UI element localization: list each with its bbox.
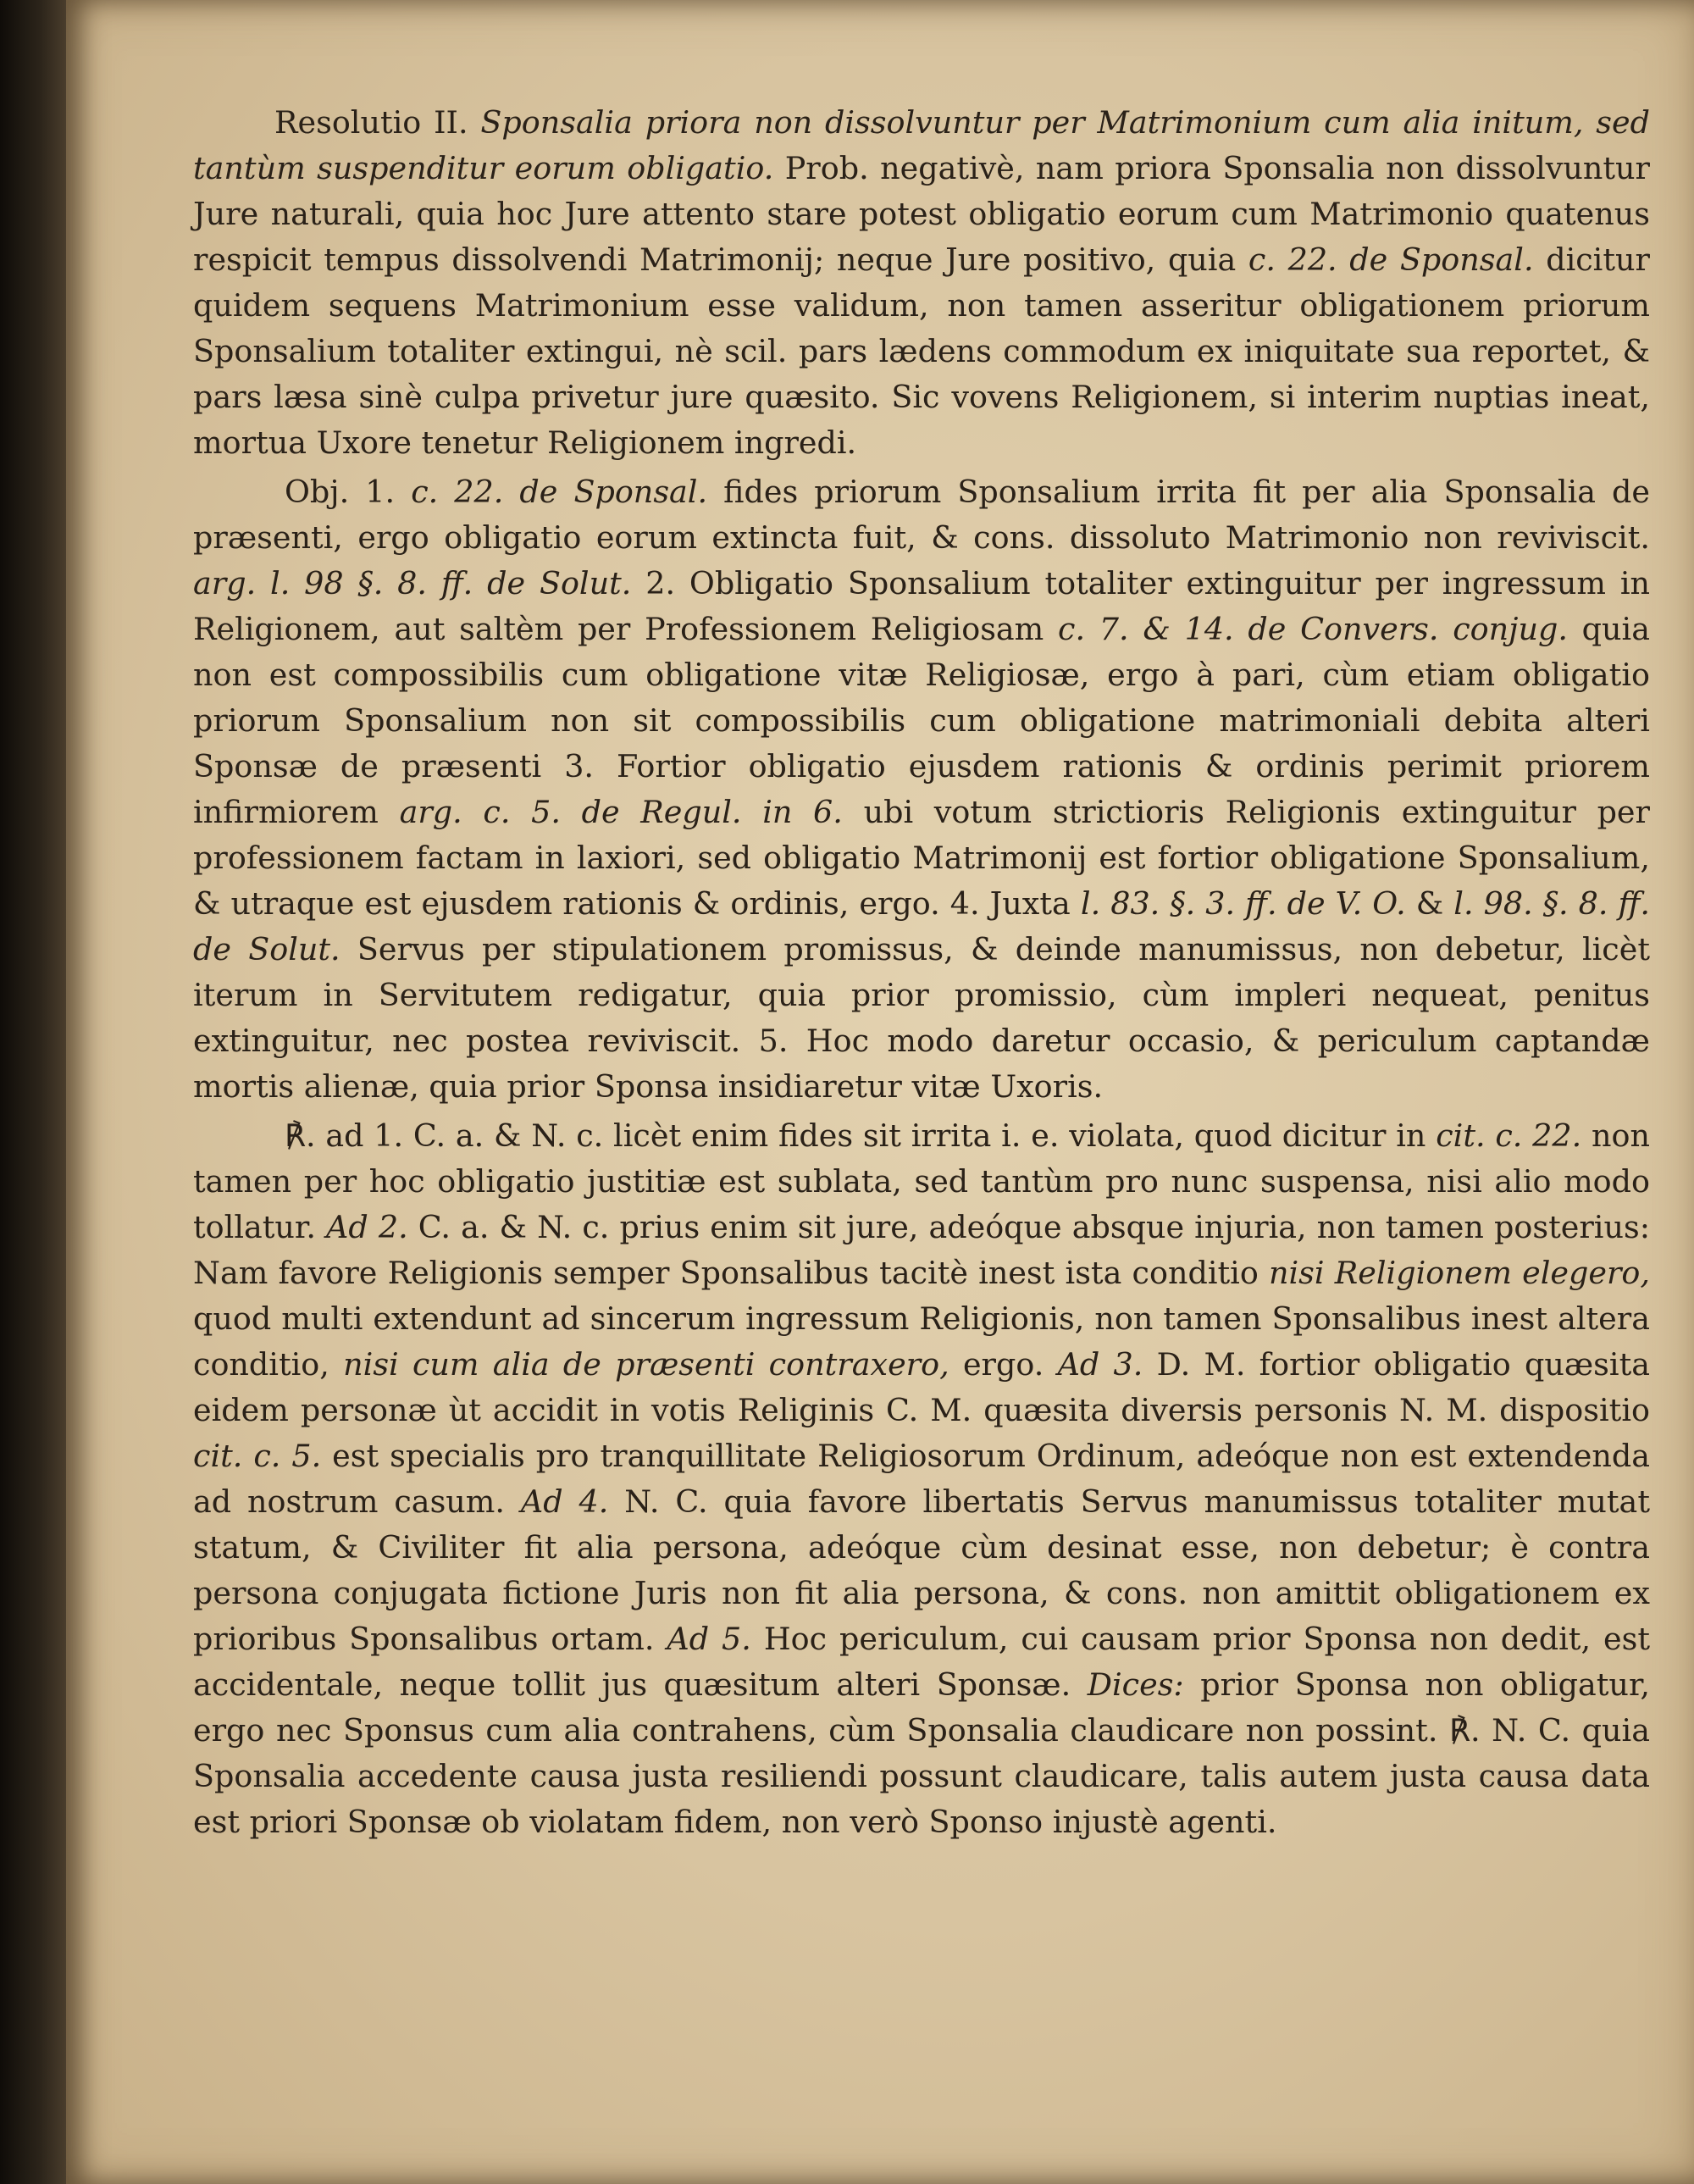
resolutio-body-b: dicitur quidem sequens Matrimonium esse validum, non tamen asseritur obligationem priorum Sponsalium totaliter extingui, nè scil. pars lædens commodum ex iniquitate sua reportet, & pars læsa sinè culpa privetur jure quæsito. Sic vovens Religionem, si interim nuptias ineat, mortua Uxore tenetur Religionem ingredi. [193,241,1650,461]
ad-marker: Ad 3. [1057,1346,1143,1383]
resp-text: non tamen per hoc obligatio justitiæ est sublata, sed tantùm pro nunc suspensa, nisi alio modo tollatur. [193,1117,1650,1245]
resp-text: ergo. [949,1346,1058,1383]
resp-text: N. C. quia favore libertatis Servus manumissus totaliter mutat statum, & Civiliter fit alia persona, adeóque cùm desinat esse, non debetur; è contra persona conjugata fictione Juris non fit alia persona, & cons. non amittit obligationem ex prioribus Sponsalibus ortam. [193,1483,1650,1657]
condition-italic: nisi cum alia de præsenti contraxero, [343,1346,949,1383]
resp-text: quod multi extendunt ad sincerum ingressum Religionis, non tamen Sponsalibus inest altera conditio, [193,1300,1650,1383]
condition-italic: nisi Religionem elegero, [1269,1255,1650,1291]
dices-marker: Dices: [1087,1666,1184,1703]
obj-text: 2. Obligatio Sponsalium totaliter extinguitur per ingressum in Religionem, aut saltèm per Professionem Religiosam [193,565,1651,647]
citation: l. 83. §. 3. ff. de V. O. [1080,885,1406,922]
resolutio-lead: Resolutio II. [274,104,468,141]
paragraph-resolutio [193,100,1650,466]
citation: arg. l. 98 §. 8. ff. de Solut. [193,565,632,601]
resolutio-thesis: Sponsalia priora non dissolvuntur per Matrimonium cum alia initum, sed tantùm suspenditur eorum obligatio. [193,104,1650,186]
obj-text: ubi votum strictioris Religionis extinguitur per professionem factam in laxiori, sed obligatio Matrimonij est fortior obligatione Sponsalium, & utraque est ejusdem rationis & ordinis, ergo. 4. Juxta [193,794,1650,922]
obj-text: Obj. 1. [285,474,412,510]
citation: c. 7. & 14. de Convers. conjug. [1058,611,1568,647]
obj-text: quia non est compossibilis cum obligatione vitæ Religiosæ, ergo à pari, cùm etiam obligatio priorum Sponsalium non sit compossibilis cum obligatione matrimoniali debita alteri Sponsæ de præsenti 3. Fortior obligatio ejusdem rationis & ordinis perimit priorem infirmiorem [193,611,1650,830]
obj-text: & [1405,885,1454,922]
paragraph-objectiones [193,469,1650,1110]
obj-text: Servus per stipulationem promissus, & deinde manumissus, non debetur, licèt iterum in Servitutem redigatur, quia prior promissio, cùm impleri nequeat, penitus extinguitur, nec postea reviviscit. 5. Hoc modo daretur occasio, & periculum captandæ mortis alienæ, quia prior Sponsa insidiaretur vitæ Uxoris. [193,931,1651,1105]
citation: c. 22. de Sponsal. [1248,241,1534,278]
resp-text: ℟. ad 1. C. a. & N. c. licèt enim fides sit irrita i. e. violata, quod dicitur in [285,1117,1437,1154]
book-page [66,0,1694,2184]
resp-text: Hoc periculum, cui causam prior Sponsa non dedit, est accidentale, neque tollit jus quæsitum alteri Sponsæ. [193,1621,1650,1703]
resp-text: est specialis pro tranquillitate Religiosorum Ordinum, adeóque non est extendenda ad nostrum casum. [193,1438,1650,1520]
ad-marker: Ad 4. [520,1483,609,1520]
book-gutter [0,0,66,2184]
resp-text: C. a. & N. c. prius enim sit jure, adeóque absque injuria, non tamen posterius: Nam favore Religionis semper Sponsalibus tacitè inest ista conditio [193,1209,1650,1291]
ad-marker: Ad 2. [326,1209,408,1245]
citation: cit. c. 5. [193,1438,322,1474]
resolutio-body-a: Prob. negativè, nam priora Sponsalia non dissolvuntur Jure naturali, quia hoc Jure attento stare potest obligatio eorum cum Matrimonio quatenus respicit tempus dissolvendi Matrimonij; neque Jure positivo, quia [193,150,1651,278]
resp-text: prior Sponsa non obligatur, ergo nec Sponsus cum alia contrahens, cùm Sponsalia claudicare non possint. ℟. N. C. quia Sponsalia accedente causa justa resiliendi possunt claudicare, talis autem justa causa data est priori Sponsæ ob violatam fidem, non verò Sponso injustè agenti. [193,1666,1650,1840]
citation: cit. c. 22. [1436,1117,1582,1154]
citation: l. 98. §. 8. ff. de Solut. [193,885,1650,967]
page-text [193,100,1650,1849]
resp-text: D. M. fortior obligatio quæsita eidem personæ ùt accidit in votis Religinis C. M. quæsita diversis personis N. M. dispositio [193,1346,1651,1428]
citation: arg. c. 5. de Regul. in 6. [399,794,843,830]
paragraph-responsio [193,1113,1650,1845]
ad-marker: Ad 5. [667,1621,751,1657]
obj-text: fides priorum Sponsalium irrita fit per alia Sponsalia de præsenti, ergo obligatio eorum extincta fuit, & cons. dissoluto Matrimonio non reviviscit. [193,474,1651,556]
citation: c. 22. de Sponsal. [411,474,708,510]
